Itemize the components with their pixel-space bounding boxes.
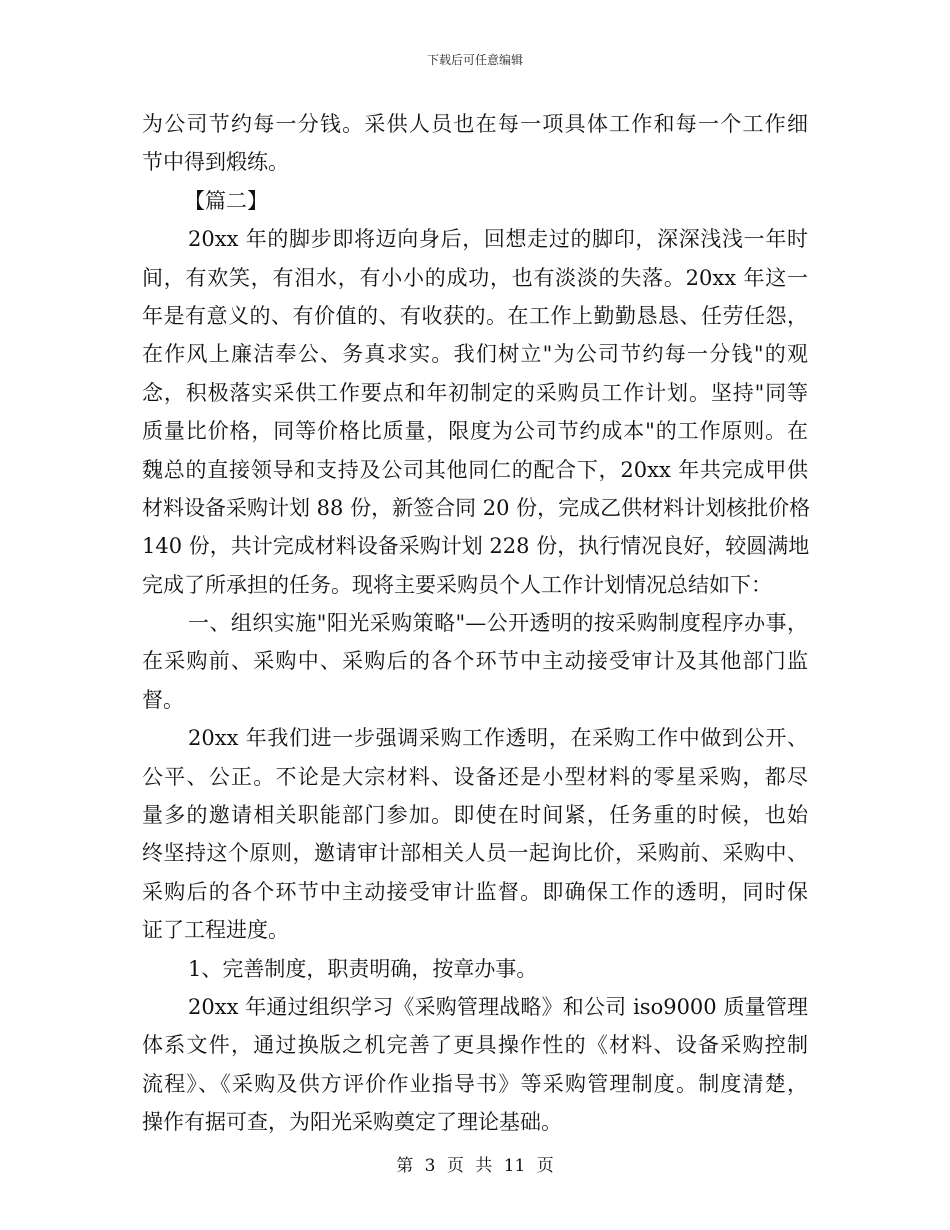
text-line: 节中得到煅练。 xyxy=(142,150,289,175)
text-line: 证了工程进度。 xyxy=(142,918,289,943)
text-line: 质量比价格，同等价格比质量，限度为公司节约成本"的工作原则。在 xyxy=(142,419,808,444)
text-line: 流程》、《采购及供方评价作业指导书》等采购管理制度。制度清楚， xyxy=(142,1071,808,1096)
page-header: 下载后可任意编辑 xyxy=(426,53,523,67)
text-line: 间，有欢笑，有泪水，有小小的成功，也有淡淡的失落。20xx 年这一 xyxy=(142,265,808,290)
text-line: 魏总的直接领导和支持及公司其他同仁的配合下，20xx 年共完成甲供 xyxy=(142,457,808,482)
text-line: 操作有据可查，为阳光采购奠定了理论基础。 xyxy=(142,1110,562,1135)
text-line: 公平、公正。不论是大宗材料、设备还是小型材料的零星采购，都尽 xyxy=(142,764,808,789)
text-line: 量多的邀请相关职能部门参加。即使在时间紧，任务重的时候，也始 xyxy=(142,803,808,828)
text-line: 在作风上廉洁奉公、务真求实。我们树立"为公司节约每一分钱"的观 xyxy=(142,342,808,367)
text-line: 采购后的各个环节中主动接受审计监督。即确保工作的透明，同时保 xyxy=(142,879,808,904)
text-line: 年是有意义的、有价值的、有收获的。在工作上勤勤恳恳、任劳任怨， xyxy=(142,303,808,328)
text-line: 一、组织实施"阳光采购策略"—公开透明的按采购制度程序办事， xyxy=(188,611,808,636)
text-line: 在采购前、采购中、采购后的各个环节中主动接受审计及其他部门监 xyxy=(142,649,808,674)
text-line: 督。 xyxy=(142,687,184,712)
text-line: 材料设备采购计划 88 份，新签合同 20 份，完成乙供材料计划核批价格 xyxy=(142,495,811,520)
page-number-footer: 第 3 页 共 11 页 xyxy=(396,1156,554,1176)
section-heading: 【篇二】 xyxy=(184,188,268,213)
text-line: 体系文件，通过换版之机完善了更具操作性的《材料、设备采购控制 xyxy=(142,1033,808,1058)
text-line: 1、完善制度，职责明确，按章办事。 xyxy=(188,956,538,981)
document-body xyxy=(142,105,811,1142)
text-line: 20xx 年的脚步即将迈向身后，回想走过的脚印，深深浅浅一年时 xyxy=(188,227,808,252)
text-line: 为公司节约每一分钱。采供人员也在每一项具体工作和每一个工作细 xyxy=(142,112,808,136)
text-line: 终坚持这个原则，邀请审计部相关人员一起询比价，采购前、采购中、 xyxy=(142,841,808,866)
text-line: 20xx 年通过组织学习《采购管理战略》和公司 iso9000 质量管理 xyxy=(188,994,808,1019)
text-line: 念，积极落实采供工作要点和年初制定的采购员工作计划。坚持"同等 xyxy=(142,380,808,405)
text-line: 完成了所承担的任务。现将主要采购员个人工作计划情况总结如下： xyxy=(142,572,772,597)
text-line: 20xx 年我们进一步强调采购工作透明，在采购工作中做到公开、 xyxy=(188,726,808,751)
text-line: 140 份，共计完成材料设备采购计划 228 份，执行情况良好，较圆满地 xyxy=(142,534,810,559)
